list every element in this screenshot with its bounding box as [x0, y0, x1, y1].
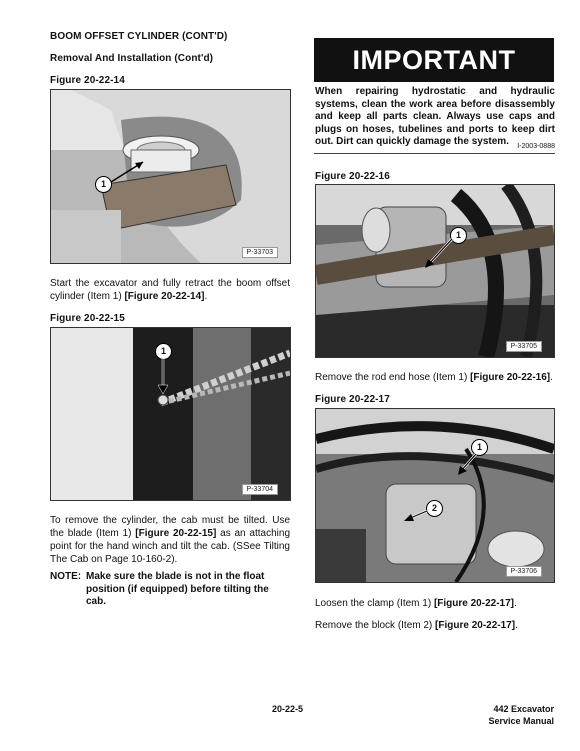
photo-id: P-33704: [242, 484, 278, 495]
step-text: To remove the cylinder, the cab must be tilted. Use the blade (Item 1): [50, 515, 290, 539]
step-paragraph: [315, 597, 555, 610]
photo-id: P-33706: [506, 566, 542, 577]
step-text: Remove the block (Item 2): [315, 620, 436, 631]
figure-reference: [Figure 20-22-16]: [470, 372, 551, 383]
step-text-end: .: [513, 598, 517, 609]
step-text-end: .: [204, 291, 208, 302]
callout-1: 1: [95, 176, 112, 193]
figure-20-22-16-photo: [315, 184, 555, 358]
step-text: Remove the rod end hose (Item 1): [315, 372, 471, 383]
step-text: Loosen the clamp (Item 1): [315, 598, 434, 609]
figure-20-22-17-photo: [315, 408, 555, 583]
figure-label: Figure 20-22-15: [50, 313, 125, 324]
important-code: I-2003-0888: [517, 143, 555, 150]
step-paragraph: [315, 371, 555, 384]
figure-label: Figure 20-22-14: [50, 75, 125, 86]
callout-1: 1: [155, 343, 172, 360]
figure-reference: [Figure 20-22-17]: [435, 620, 516, 631]
figure-label: Figure 20-22-16: [315, 171, 390, 182]
section-title: BOOM OFFSET CYLINDER (CONT'D): [50, 31, 228, 42]
figure-label: Figure 20-22-17: [315, 394, 390, 405]
step-text-end: .: [550, 372, 553, 383]
step-text-end: .: [515, 620, 518, 631]
step-paragraph: [315, 619, 555, 632]
page-number: 20-22-5: [272, 704, 304, 714]
photo-id: P-33705: [506, 341, 542, 352]
figure-reference: [Figure 20-22-15]: [135, 528, 217, 539]
important-text: When repairing hydrostatic and hydraulic systems, clean the work area before disassembly and keep all parts clean. Always use caps and plugs on hoses, tubelines and ports to keep dirt out. Dirt can quickly damage the system.: [315, 86, 555, 147]
note-text: Make sure the blade is not in the float position (if equipped) before tilting the cab.: [86, 571, 269, 607]
figure-reference: [Figure 20-22-14]: [124, 291, 205, 302]
callout-1: 1: [471, 439, 488, 456]
important-banner: IMPORTANT: [314, 38, 554, 82]
footer-model: 442 Excavator: [493, 704, 554, 714]
callout-1: 1: [450, 227, 467, 244]
figure-20-22-15-photo: [50, 327, 291, 501]
footer-manual: Service Manual: [488, 716, 554, 726]
figure-20-22-14-photo: [50, 89, 291, 264]
step-paragraph: [50, 514, 290, 566]
note: [50, 571, 295, 609]
step-text-end: as an attaching point for the hand winch and tilt the cab. (SSee Tilting The Cab on Page 10-160-2).: [50, 528, 291, 565]
note-label: NOTE:: [50, 571, 82, 582]
subsection-title: Removal And Installation (Cont'd): [50, 53, 214, 64]
figure-reference: [Figure 20-22-17]: [433, 598, 514, 609]
divider: [314, 153, 555, 154]
callout-2: 2: [426, 500, 443, 517]
step-paragraph: [50, 277, 290, 303]
step-text: Start the excavator and fully retract the boom offset cylinder (Item 1): [50, 278, 290, 302]
photo-id: P-33703: [242, 247, 278, 258]
